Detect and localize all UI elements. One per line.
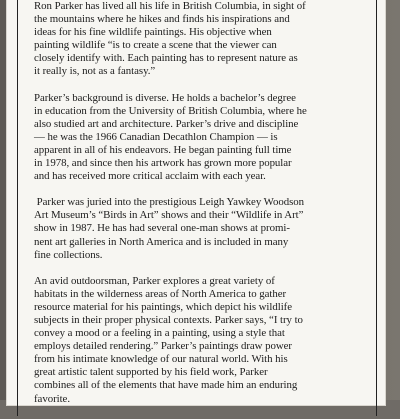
text-line: Ron Parker has lived all his life in British Columbia, in sight of	[34, 0, 306, 12]
printed-page	[6, 0, 386, 406]
text-line: convey a mood or a feeling in a painting, using a style that	[34, 327, 285, 340]
text-line: painting wildlife “is to create a scene that the viewer can	[34, 39, 277, 52]
text-line: Art Museum’s “Birds in Art” shows and their “Wildlife in Art”	[34, 209, 304, 222]
text-line: favorite.	[34, 392, 70, 405]
text-line: resource material for his paintings, which depict his wildlife	[34, 300, 292, 313]
text-line: and has received more critical acclaim with each year.	[34, 170, 266, 183]
text-line: show in 1987. He has had several one-man shows at promi-	[34, 222, 290, 235]
text-line: in education from the University of British Columbia, where he	[34, 104, 307, 117]
text-line: employs detailed rendering.” Parker’s paintings draw power	[34, 340, 292, 353]
text-line: nent art galleries in North America and is included in many	[34, 235, 289, 248]
text-line: the mountains where he hikes and finds his inspirations and	[34, 13, 290, 26]
paragraph-3	[34, 196, 364, 261]
text-line: from his intimate knowledge of our natural world. With his	[34, 353, 288, 366]
text-line: subjects in their proper physical contexts. Parker says, “I try to	[34, 313, 303, 326]
paragraph-4	[34, 275, 364, 406]
paragraph-1	[34, 0, 364, 79]
biography-text	[34, 0, 364, 419]
text-line: apparent in all of his endeavors. He began painting full time	[34, 143, 292, 156]
text-line: fine collections.	[34, 248, 103, 261]
text-line: in 1978, and since then his artwork has grown more popular	[34, 157, 292, 170]
text-line: An avid outdoorsman, Parker explores a great variety of	[34, 274, 275, 287]
text-line: Parker was juried into the prestigious Leigh Yawkey Woodson	[34, 196, 304, 209]
paragraph-2	[34, 92, 364, 184]
text-line: it really is, not as a fantasy.”	[34, 65, 156, 78]
text-line: — he was the 1966 Canadian Decathlon Champion — is	[34, 130, 278, 143]
text-line: Parker’s background is diverse. He holds a bachelor’s degree	[34, 91, 296, 104]
text-line: ideas for his fine wildlife paintings. His objective when	[34, 26, 272, 39]
text-line: also studied art and architecture. Parker’s drive and discipline	[34, 117, 299, 130]
text-line: great artistic talent supported by his field work, Parker	[34, 366, 268, 379]
text-line: closely identify with. Each painting has to represent nature as	[34, 52, 298, 65]
text-line: combines all of the elements that have made him an enduring	[34, 379, 298, 392]
text-line: habitats in the wilderness areas of North America to gather	[34, 287, 287, 300]
